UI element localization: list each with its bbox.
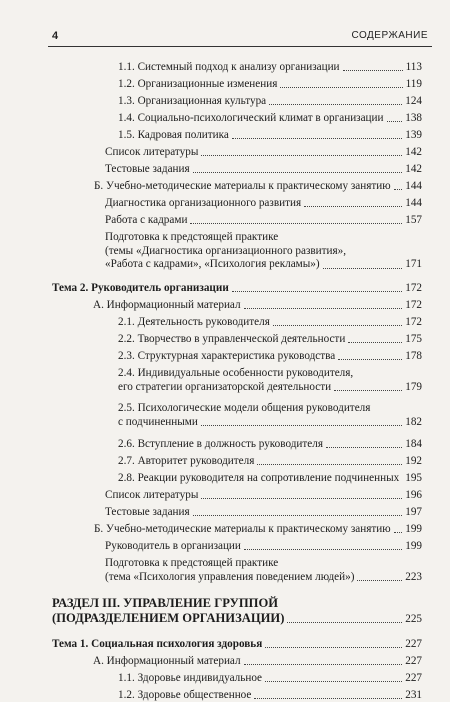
toc-entry [94,180,422,193]
toc-entry-line: 2.4. Индивидуальные особенности руководителя, [118,367,422,381]
toc-entry-label: 1.3. Организационная культура [118,95,266,108]
toc-entry-page: 227 [405,672,422,685]
toc-entry-page: 175 [405,333,422,346]
toc-entry-page: 231 [405,689,422,702]
toc-entry-label: Тема 1. Социальная психология здоровья [52,638,262,651]
toc-entry [52,282,422,295]
part-title-line: (ПОДРАЗДЕЛЕНИЕМ ОРГАНИЗАЦИИ) [52,611,284,626]
toc-entry [105,506,422,519]
toc-entry-label: 1.4. Социально-психологический климат в организации [118,112,384,125]
header-rule [48,46,432,47]
leader-dots [326,446,402,448]
toc-entry-page: 195 [405,472,422,485]
toc-entry [93,655,422,668]
toc-entry-page: 179 [405,381,422,395]
leader-dots [265,646,402,648]
toc-entry-label: 2.3. Структурная характеристика руководства [118,350,335,363]
toc-entry-page: 227 [405,655,422,668]
toc-entry [118,367,422,394]
toc-entry-label: 2.2. Творчество в управленческой деятельности [118,333,345,346]
toc-entry-page: 119 [406,78,422,91]
toc-entry-page: 172 [405,316,422,329]
toc-entry-label: А. Информационный материал [93,655,241,668]
leader-dots [193,514,403,516]
toc-entry [118,129,422,142]
toc-entry-line: его стратегии организаторской деятельности [118,381,331,395]
toc-entry [52,638,422,651]
toc-entry-line: Подготовка к предстоящей практике [105,231,422,245]
leader-dots [244,307,403,309]
page-number: 4 [52,30,58,42]
toc-entry-page: 144 [405,197,422,210]
toc-entry [118,472,422,485]
toc-entry [118,672,422,685]
toc-entry-page: 197 [405,506,422,519]
toc-entry-page: 124 [405,95,422,108]
leader-dots [394,531,403,533]
toc-entry-label: 1.2. Организационные изменения [118,78,277,91]
toc-entry-label: Список литературы [105,146,198,159]
leader-dots [244,548,402,550]
toc-entry-page: 184 [405,438,422,451]
toc-entry [118,61,422,74]
toc-entry-line: Подготовка к предстоящей практике [105,557,422,571]
part-title-line: РАЗДЕЛ III. УПРАВЛЕНИЕ ГРУППОЙ [52,596,422,611]
toc-entry-page: 196 [405,489,422,502]
leader-dots [338,358,402,360]
toc-entry-page: 178 [405,350,422,363]
toc-entry [118,455,422,468]
toc-entry-label: 1.2. Здоровье общественное [118,689,251,702]
toc-entry-label: 1.1. Системный подход к анализу организации [118,61,340,74]
toc-entry-label: Работа с кадрами [105,214,187,227]
leader-dots [269,103,402,105]
toc-entry [118,350,422,363]
leader-dots [193,171,403,173]
toc-entry [105,540,422,553]
leader-dots [257,463,402,465]
toc-entry-page: 227 [405,638,422,651]
toc-entry [105,163,422,176]
toc-entry [118,112,422,125]
toc-entry [105,489,422,502]
toc-entry-page: 172 [405,299,422,312]
toc-entry [118,95,422,108]
toc-entry [118,333,422,346]
leader-dots [265,680,402,682]
toc-entry [105,557,422,584]
toc-entry-line: с подчиненными [118,416,198,430]
toc-entry-label: Список литературы [105,489,198,502]
leader-dots [287,621,402,623]
leader-dots [348,341,402,343]
leader-dots [201,424,402,426]
toc-entry-page: 171 [405,258,422,272]
toc-entry-label: Тестовые задания [105,506,190,519]
toc-entry-page: 139 [405,129,422,142]
toc-entry [105,214,422,227]
toc-entry [118,438,422,451]
toc-entry-page: 138 [405,112,422,125]
toc-entry-page: 192 [405,455,422,468]
toc-entry-label: 2.8. Реакции руководителя на сопротивление подчиненных [118,472,399,485]
toc-entry [118,78,422,91]
leader-dots [394,188,403,190]
toc-entry-line: «Работа с кадрами», «Психология рекламы») [105,258,320,272]
leader-dots [190,222,402,224]
toc-entry-label: 1.5. Кадровая политика [118,129,229,142]
leader-dots [323,267,403,269]
toc-entry-page: 144 [405,180,422,193]
leader-dots [357,579,402,581]
toc-entry-page: 199 [405,540,422,553]
toc-entry-label: Б. Учебно-методические материалы к практическому занятию [94,523,391,536]
toc-entry-page: 199 [405,523,422,536]
section-title: СОДЕРЖАНИЕ [351,30,428,41]
toc-entry-page: 157 [405,214,422,227]
leader-dots [387,120,403,122]
page-header [0,0,450,48]
toc-entry-page: 172 [405,282,422,295]
leader-dots [343,69,403,71]
toc-entry-page: 142 [405,146,422,159]
toc-entry-label: Тестовые задания [105,163,190,176]
toc-entry [118,689,422,702]
leader-dots [334,389,402,391]
leader-dots [280,86,402,88]
toc-entry-label: А. Информационный материал [93,299,241,312]
toc-entry-label: 2.1. Деятельность руководителя [118,316,270,329]
toc-entry-label: Тема 2. Руководитель организации [52,282,229,295]
toc-entry-label: 2.7. Авторитет руководителя [118,455,254,468]
leader-dots [232,290,402,292]
toc-entry-page: 182 [405,416,422,430]
toc-entry [93,299,422,312]
toc-entry [94,523,422,536]
toc-entry-label: Б. Учебно-методические материалы к практическому занятию [94,180,391,193]
leader-dots [254,697,402,699]
toc-entry-label: Диагностика организационного развития [105,197,301,210]
toc-entry [118,402,422,429]
leader-dots [304,205,402,207]
toc-entry-page: 142 [405,163,422,176]
leader-dots [201,154,402,156]
toc-entry-label: 2.6. Вступление в должность руководителя [118,438,323,451]
toc-entry [105,197,422,210]
toc-entry-page: 225 [405,613,422,626]
toc-entry [118,316,422,329]
toc-entry-label: 1.1. Здоровье индивидуальное [118,672,262,685]
toc-part-heading [52,596,422,626]
toc-entry-page: 113 [406,61,422,74]
toc-entry-line: (тема «Психология управления поведением людей») [105,571,354,585]
toc-entry-page: 223 [405,571,422,585]
leader-dots [201,497,402,499]
leader-dots [232,137,402,139]
leader-dots [244,663,403,665]
toc-entry-label: Руководитель в организации [105,540,241,553]
toc-entry-line: (темы «Диагностика организационного развития», [105,245,422,259]
leader-dots [273,324,402,326]
toc-entry-line: 2.5. Психологические модели общения руководителя [118,402,422,416]
toc-entry [105,231,422,272]
toc-entry [105,146,422,159]
